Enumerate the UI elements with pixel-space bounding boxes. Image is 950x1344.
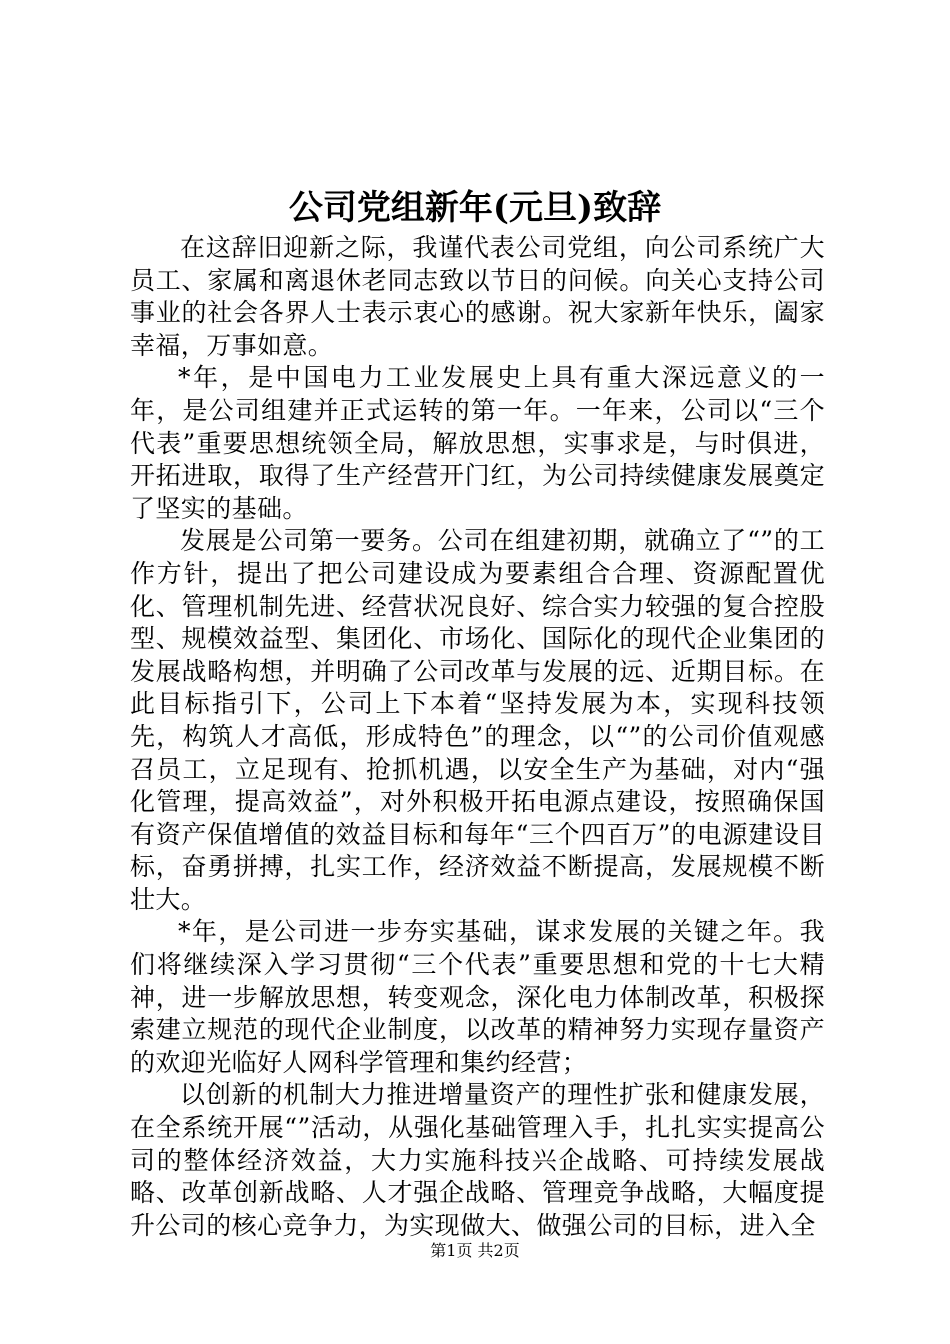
paragraph-development: 发展是公司第一要务。公司在组建初期，就确立了“”的工作方针，提出了把公司建设成为要素组合合理、资源配置优化、管理机制先进、经营状况良好、综合实力较强的复合控股型、规模效益型、集团化、市场化、国际化的现代企业集团的发展战略构想，并明确了公司改革与发展的远、近期目标。在此目标指引下，公司上下本着“坚持发展为本，实现科技领先，构筑人才高低，形成特色”的理念，以“”的公司价值观感召员工，立足现有、抢抓机遇，以安全生产为基础，对内“强化管理，提高效益”，对外积极开拓电源点建设，按照确保国有资产保值增值的效益目标和每年“三个四百万”的电源建设目标，奋勇拼搏，扎实工作，经济效益不断提高，发展规模不断壮大。 <box>130 526 825 914</box>
paragraph-outlook: *年，是公司进一步夯实基础，谋求发展的关键之年。我们将继续深入学习贯彻“三个代表”重要思想和党的十七大精神，进一步解放思想，转变观念，深化电力体制改革，积极探索建立规范的现代企业制度，以改革的精神努力实现存量资产的欢迎光临好人网科学管理和集约经营； <box>130 917 825 1077</box>
document-title: 公司党组新年(元旦)致辞 <box>288 188 662 228</box>
paragraph-greeting: 在这辞旧迎新之际，我谨代表公司党组，向公司系统广大员工、家属和离退休老同志致以节日的问候。向关心支持公司事业的社会各界人士表示衷心的感谢。祝大家新年快乐，阖家幸福，万事如意。 <box>130 233 825 360</box>
paragraph-review: *年，是中国电力工业发展史上具有重大深远意义的一年，是公司组建并正式运转的第一年。一年来，公司以“三个代表”重要思想统领全局，解放思想，实事求是，与时俱进，开拓进取，取得了生产经营开门红，为公司持续健康发展奠定了坚实的基础。 <box>130 363 825 523</box>
paragraph-innovation: 以创新的机制大力推进增量资产的理性扩张和健康发展，在全系统开展“”活动，从强化基础管理入手，扎扎实实提高公司的整体经济效益，大力实施科技兴企战略、可持续发展战略、改革创新战略、人才强企战略、管理竞争战略，大幅度提升公司的核心竞争力，为实现做大、做强公司的目标，进入全 <box>130 1080 825 1240</box>
document-body <box>130 232 825 1242</box>
page-number-footer: 第1页 共2页 <box>430 1241 520 1260</box>
